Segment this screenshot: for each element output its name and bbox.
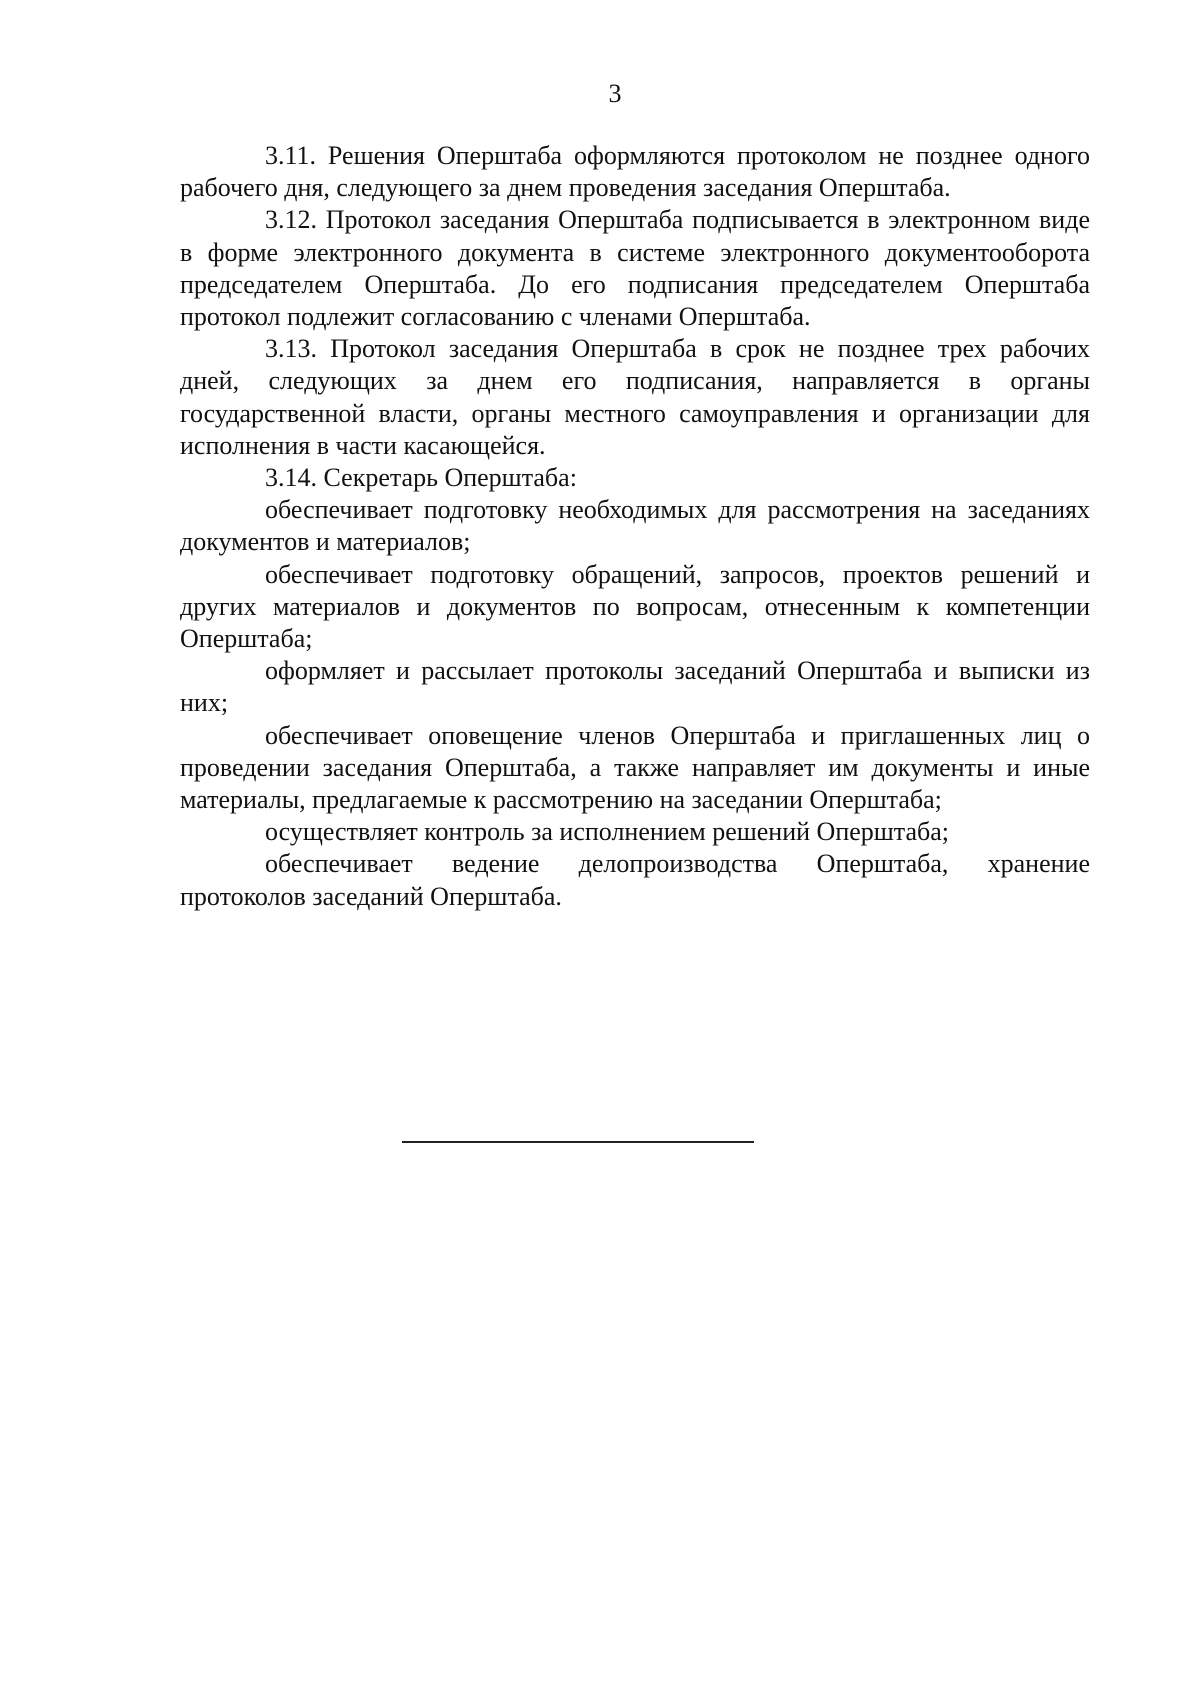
page-number: 3 xyxy=(608,79,622,108)
secretary-duty-item: обеспечивает оповещение членов Оперштаба и приглашенных лиц о проведении заседания Оперштаба, а также направляет им документы и иные материалы, предлагаемые к рассмотрению на заседании Оперштаба; xyxy=(180,720,1090,815)
paragraph-3-14: 3.14. Секретарь Оперштаба: xyxy=(265,463,577,493)
paragraph-3-13: 3.13. Протокол заседания Оперштаба в срок не позднее трех рабочих дней, следующих за днем его подписания, направляется в органы государственной власти, органы местного самоуправления и организации для исполнения в части касающейся. xyxy=(180,334,1090,460)
secretary-duty-item: обеспечивает подготовку обращений, запросов, проектов решений и других материалов и документов по вопросам, отнесенным к компетенции Оперштаба; xyxy=(180,559,1090,654)
document-body xyxy=(180,140,1090,913)
paragraph-3-11: 3.11. Решения Оперштаба оформляются протоколом не позднее одного рабочего дня, следующего за днем проведения заседания Оперштаба. xyxy=(180,141,1090,203)
end-divider-line xyxy=(402,1141,754,1143)
secretary-duty-item: осуществляет контроль за исполнением решений Оперштаба; xyxy=(265,817,950,847)
secretary-duty-item: обеспечивает ведение делопроизводства Оперштаба, хранение протоколов заседаний Оперштаба. xyxy=(180,849,1090,911)
secretary-duty-item: обеспечивает подготовку необходимых для рассмотрения на заседаниях документов и материалов; xyxy=(180,495,1090,557)
secretary-duty-item: оформляет и рассылает протоколы заседаний Оперштаба и выписки из них; xyxy=(180,656,1090,718)
paragraph-3-12: 3.12. Протокол заседания Оперштаба подписывается в электронном виде в форме электронного документа в системе электронного документооборота председателем Оперштаба. До его подписания председателем Оперштаба протокол подлежит согласованию с членами Оперштаба. xyxy=(180,205,1090,332)
